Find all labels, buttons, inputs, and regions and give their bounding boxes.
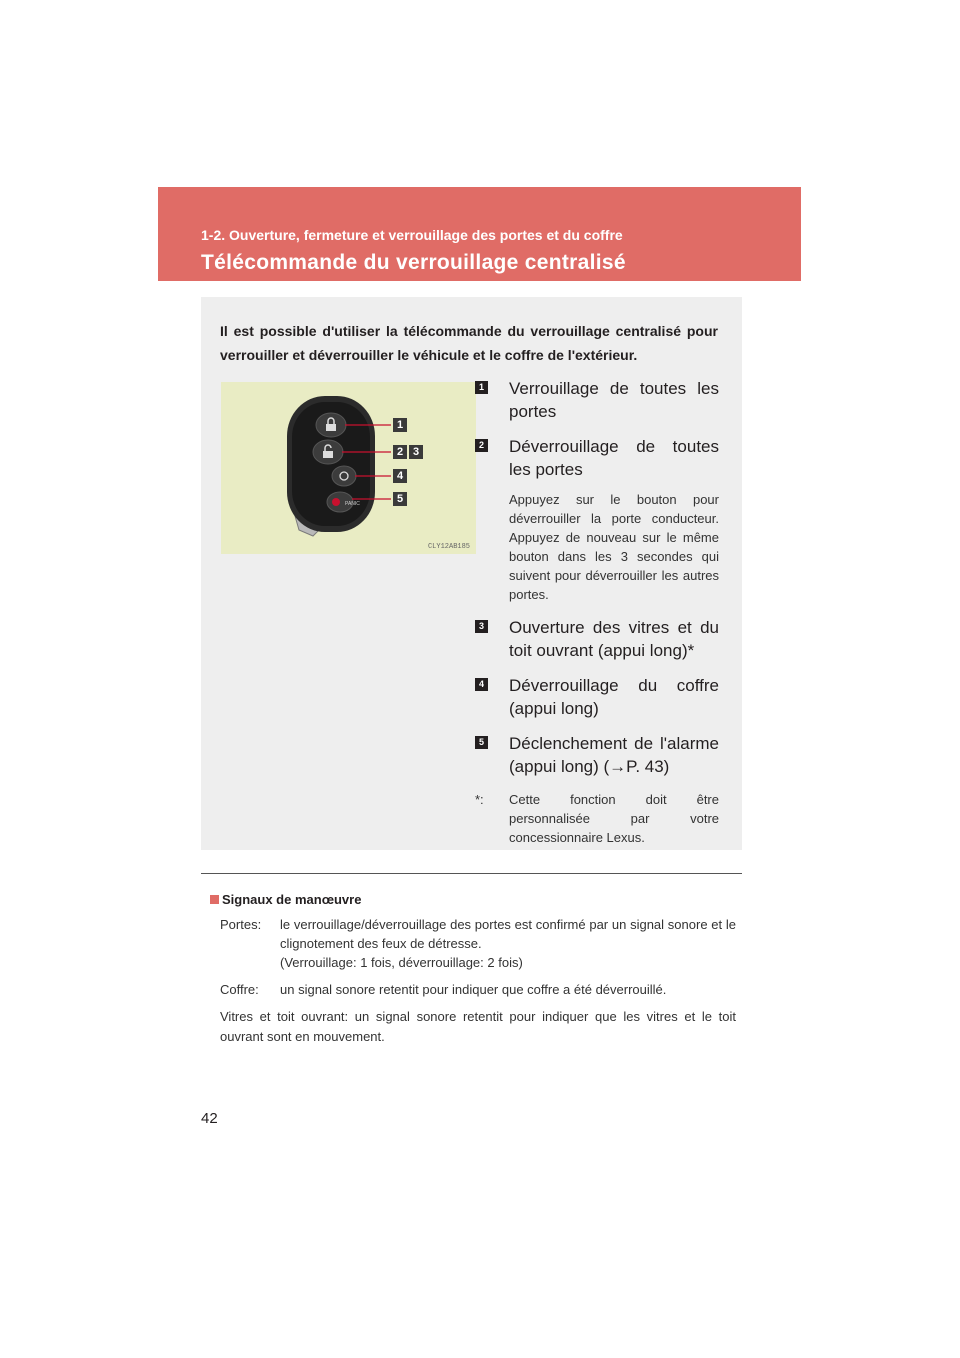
item-title: Verrouillage de toutes les portes: [509, 379, 719, 421]
footnote-marker: *:: [475, 792, 484, 807]
item-number: 2: [475, 439, 488, 452]
signal-subtext: (Verrouillage: 1 fois, déverrouillage: 2 fois): [280, 955, 523, 970]
footnote: [475, 790, 719, 847]
item-description: Appuyez sur le bouton pour déverrouiller la porte conducteur. Appuyez de nouveau sur le même bouton dans les 3 secondes qui suivent pour déverrouiller les autres portes.: [509, 492, 719, 602]
list-item: [475, 377, 719, 423]
signals-section: [210, 892, 736, 1047]
divider: [201, 873, 742, 874]
callout-4: 4: [393, 469, 407, 483]
square-bullet-icon: [210, 895, 219, 904]
page-title: Télécommande du verrouillage centralisé: [201, 251, 626, 274]
panic-label: PANIC: [345, 501, 360, 507]
callout-2: 2: [393, 445, 407, 459]
list-item: [475, 616, 719, 662]
item-number: 5: [475, 736, 488, 749]
list-item: [475, 674, 719, 720]
signal-doors: [210, 915, 736, 972]
callout-5: 5: [393, 492, 407, 506]
key-fob-illustration: [221, 382, 476, 554]
button-list: [475, 377, 719, 847]
signal-label: Portes:: [220, 917, 262, 932]
item-title: Déverrouillage du coffre (appui long): [509, 676, 719, 718]
item-title: Ouverture des vitres et du toit ouvrant (appui long)*: [509, 618, 719, 660]
figure-code: CLY12AB185: [427, 543, 470, 551]
callout-1: 1: [393, 418, 407, 432]
signal-label: Coffre:: [220, 982, 259, 997]
info-panel: [201, 297, 742, 850]
item-number: 4: [475, 678, 488, 691]
signals-heading: [210, 892, 736, 907]
signal-text: un signal sonore retentit pour indiquer que coffre a été déverrouillé.: [280, 982, 667, 997]
item-number: 1: [475, 381, 488, 394]
intro-text: Il est possible d'utiliser la télécommande du verrouillage centralisé pour verrouiller et déverrouiller le véhicule et le coffre de l'extérieur.: [220, 323, 718, 363]
item-title: Déclenchement de l'alarme (appui long) (→P. 43): [509, 734, 719, 776]
signal-trunk: [210, 980, 736, 999]
section-label: 1-2. Ouverture, fermeture et verrouillage des portes et du coffre: [201, 227, 623, 243]
signal-windows: Vitres et toit ouvrant: un signal sonore retentit pour indiquer que les vitres et le toit ouvrant sont en mouvement.: [220, 1009, 736, 1044]
key-fob-figure: [221, 382, 476, 554]
section-header: [158, 187, 801, 281]
list-item: [475, 435, 719, 604]
signals-heading-text: Signaux de manœuvre: [222, 892, 362, 907]
signal-text: le verrouillage/déverrouillage des portes est confirmé par un signal sonore et le clignotement des feux de détresse.: [280, 917, 736, 951]
page-number: 42: [201, 1110, 218, 1127]
item-title: Déverrouillage de toutes les portes: [509, 437, 719, 479]
item-number: 3: [475, 620, 488, 633]
footnote-text: Cette fonction doit être personnalisée par votre concessionnaire Lexus.: [509, 792, 719, 845]
list-item: [475, 732, 719, 778]
callout-3: 3: [409, 445, 423, 459]
